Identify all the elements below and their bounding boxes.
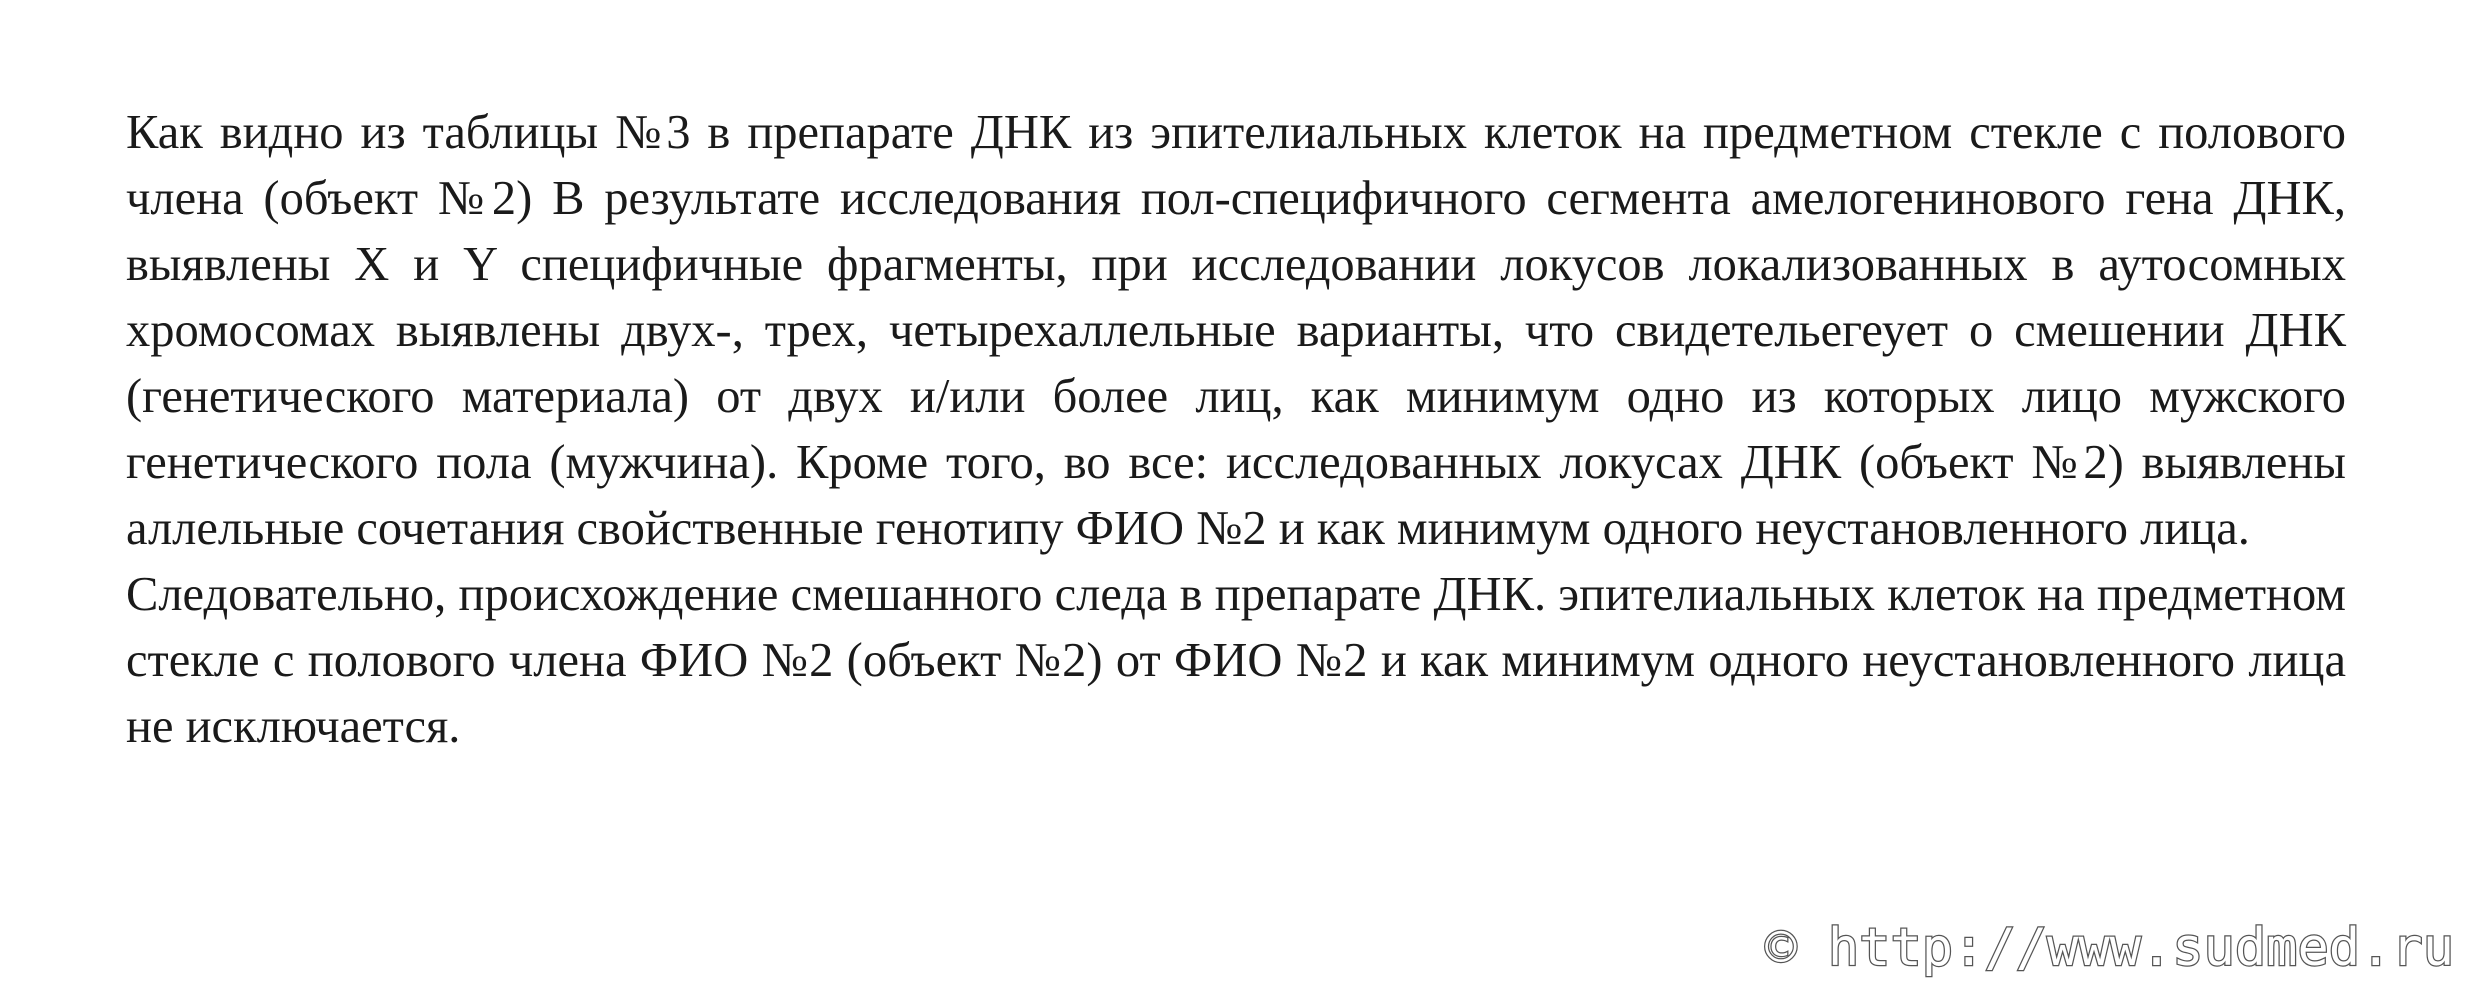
paragraph-conclusion: Следовательно, происхождение смешанного следа в препарате ДНК. эпителиальных клеток на предметном стекле с полового члена ФИО №2 (объект №2) от ФИО №2 и как минимум одного неустановленного лица не исключается. [126, 568, 2346, 753]
document-body [126, 100, 2346, 760]
site-watermark: © http://www.sudmed.ru [1765, 918, 2454, 978]
paragraph-findings: Как видно из таблицы №3 в препарате ДНК из эпителиальных клеток на предметном стекле с полового члена (объект №2) В результате исследования пол-специфичного сегмента амелогенинового гена ДНК, выявлены X и Y специфичные фрагменты, при исследовании локусов локализованных в аутосомных хромосомах выявлены двух-, трех, четырехаллельные варианты, что свидетельегеует о смешении ДНК (генетического материала) от двух и/или более лиц, как минимум одно из которых лицо мужского генетического пола (мужчина). Кроме того, во все: исследованных локусах ДНК (объект №2) выявлены аллельные сочетания свойственные генотипу ФИО №2 и как минимум одного неустановленного лица. [126, 106, 2346, 555]
